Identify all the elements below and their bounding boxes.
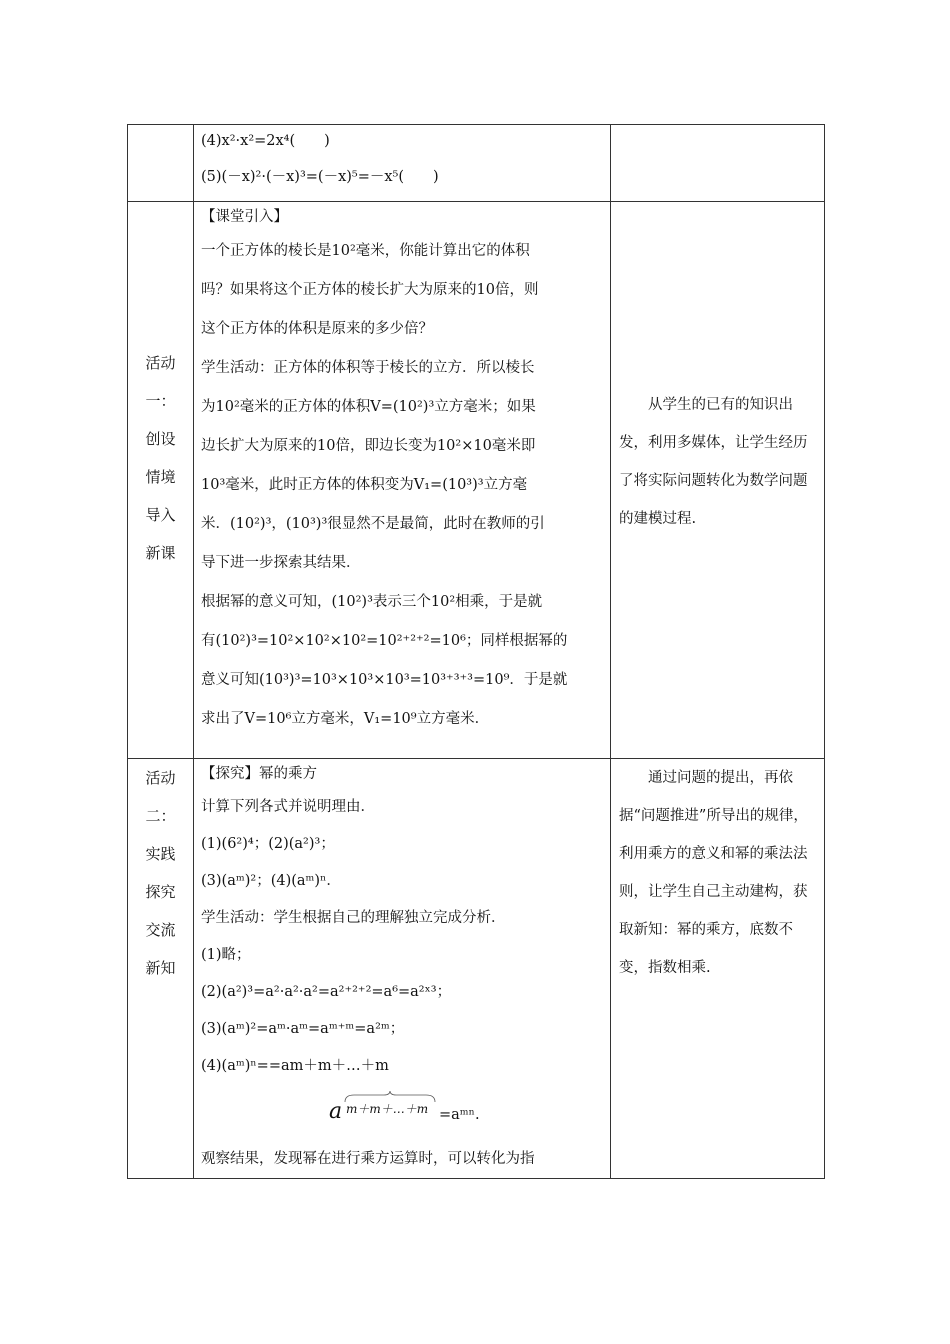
text-line: (1)(6²)⁴；(2)(a²)³； (201, 836, 335, 852)
exercise-4: (4)x²·x²=2x⁴( ) (201, 133, 330, 149)
activity-label-cell (128, 759, 194, 1179)
activity-label-line: 探究 (145, 883, 176, 901)
table-row (128, 759, 825, 1179)
design-note-cell (611, 759, 825, 1179)
text-line: (1)略； (201, 947, 251, 963)
text-line: 学生活动：正方体的体积等于棱长的立方．所以棱长 (201, 360, 535, 376)
text-line: 吗？如果将这个正方体的棱长扩大为原来的10倍，则 (201, 282, 539, 298)
text-line: 求出了V=10⁶立方毫米，V₁=10⁹立方毫米． (201, 711, 490, 727)
text-line: 一个正方体的棱长是10²毫米，你能计算出它的体积 (201, 243, 530, 259)
text-line: 有(10²)³=10²×10²×10²=10²⁺²⁺²=10⁶；同样根据幂的 (201, 633, 568, 649)
design-note: 通过问题的提出，再依据“问题推进”所导出的规律，利用乘方的意义和幂的乘法法则，让学生自己主动建构，获取新知：幂的乘方，底数不变，指数相乘. (619, 770, 808, 976)
text-line: 为10²毫米的正方体的体积V=(10²)³立方毫米；如果 (201, 399, 536, 415)
lesson-plan-table (127, 124, 825, 1179)
text-line: (2)(a²)³=a²·a²·a²=a²⁺²⁺²=a⁶=a²ˣ³； (201, 984, 452, 1000)
activity-label-line: 实践 (145, 845, 176, 863)
text-line: 边长扩大为原来的10倍，即边长变为10²×10毫米即 (201, 438, 536, 454)
text-line: 10³毫米，此时正方体的体积变为V₁=(10³)³立方毫 (201, 477, 528, 493)
activity-label-line: 活动 (145, 769, 176, 787)
text-line: (4)(aᵐ)ⁿ==am＋m＋…＋m (201, 1058, 389, 1074)
text-line: (3)(aᵐ)²；(4)(aᵐ)ⁿ． (201, 873, 341, 889)
text-line: 这个正方体的体积是原来的多少倍？ (201, 321, 433, 337)
text-line: 观察结果，发现幂在进行乘方运算时，可以转化为指 (201, 1151, 535, 1167)
activity-label-line: 新知 (145, 959, 176, 977)
formula-exponent: m＋m＋…＋m (346, 1102, 429, 1116)
content-cell (194, 202, 611, 759)
text-line: 计算下列各式并说明理由． (201, 799, 375, 815)
text-line: 米．(10²)³，(10³)³很显然不是最简，此时在教师的引 (201, 516, 545, 532)
text-line: 意义可知(10³)³=10³×10³×10³=10³⁺³⁺³=10⁹．于是就 (201, 672, 568, 688)
content-cell (194, 759, 611, 1179)
content-cell (194, 125, 611, 202)
table-row (128, 202, 825, 759)
activity-label-line: 情境 (145, 468, 176, 486)
design-note-cell (611, 202, 825, 759)
text-line: 导下进一步探索其结果． (201, 555, 361, 571)
text-line: 根据幂的意义可知，(10²)³表示三个10²相乘，于是就 (201, 594, 543, 610)
formula-base: a (329, 1099, 343, 1124)
section-heading: 【课堂引入】 (201, 209, 288, 225)
text-line: (3)(aᵐ)²=aᵐ·aᵐ=aᵐ⁺ᵐ=a²ᵐ； (201, 1021, 405, 1037)
activity-label-line: 创设 (145, 430, 176, 448)
activity-label-line: 二： (145, 807, 176, 825)
activity-label-line: 新课 (145, 544, 176, 562)
activity-label-line: 导入 (145, 506, 176, 524)
table-row (128, 125, 825, 202)
text-line: 学生活动：学生根据自己的理解独立完成分析． (201, 910, 506, 926)
design-note: 从学生的已有的知识出发，利用多媒体，让学生经历了将实际问题转化为数学问题的建模过程. (619, 397, 808, 527)
activity-label-line: 一： (145, 392, 176, 410)
formula-exponent-sum (201, 1085, 606, 1141)
activity-label-cell (128, 202, 194, 759)
activity-label-line: 交流 (145, 921, 176, 939)
activity-label-line: 活动 (145, 354, 176, 372)
formula-result: =aᵐⁿ. (439, 1107, 480, 1123)
exercise-5: (5)(－x)²·(－x)³=(－x)⁵=－x⁵( ) (201, 169, 439, 185)
design-note-cell (611, 125, 825, 202)
activity-label-cell (128, 125, 194, 202)
section-heading: 【探究】幂的乘方 (201, 766, 317, 782)
